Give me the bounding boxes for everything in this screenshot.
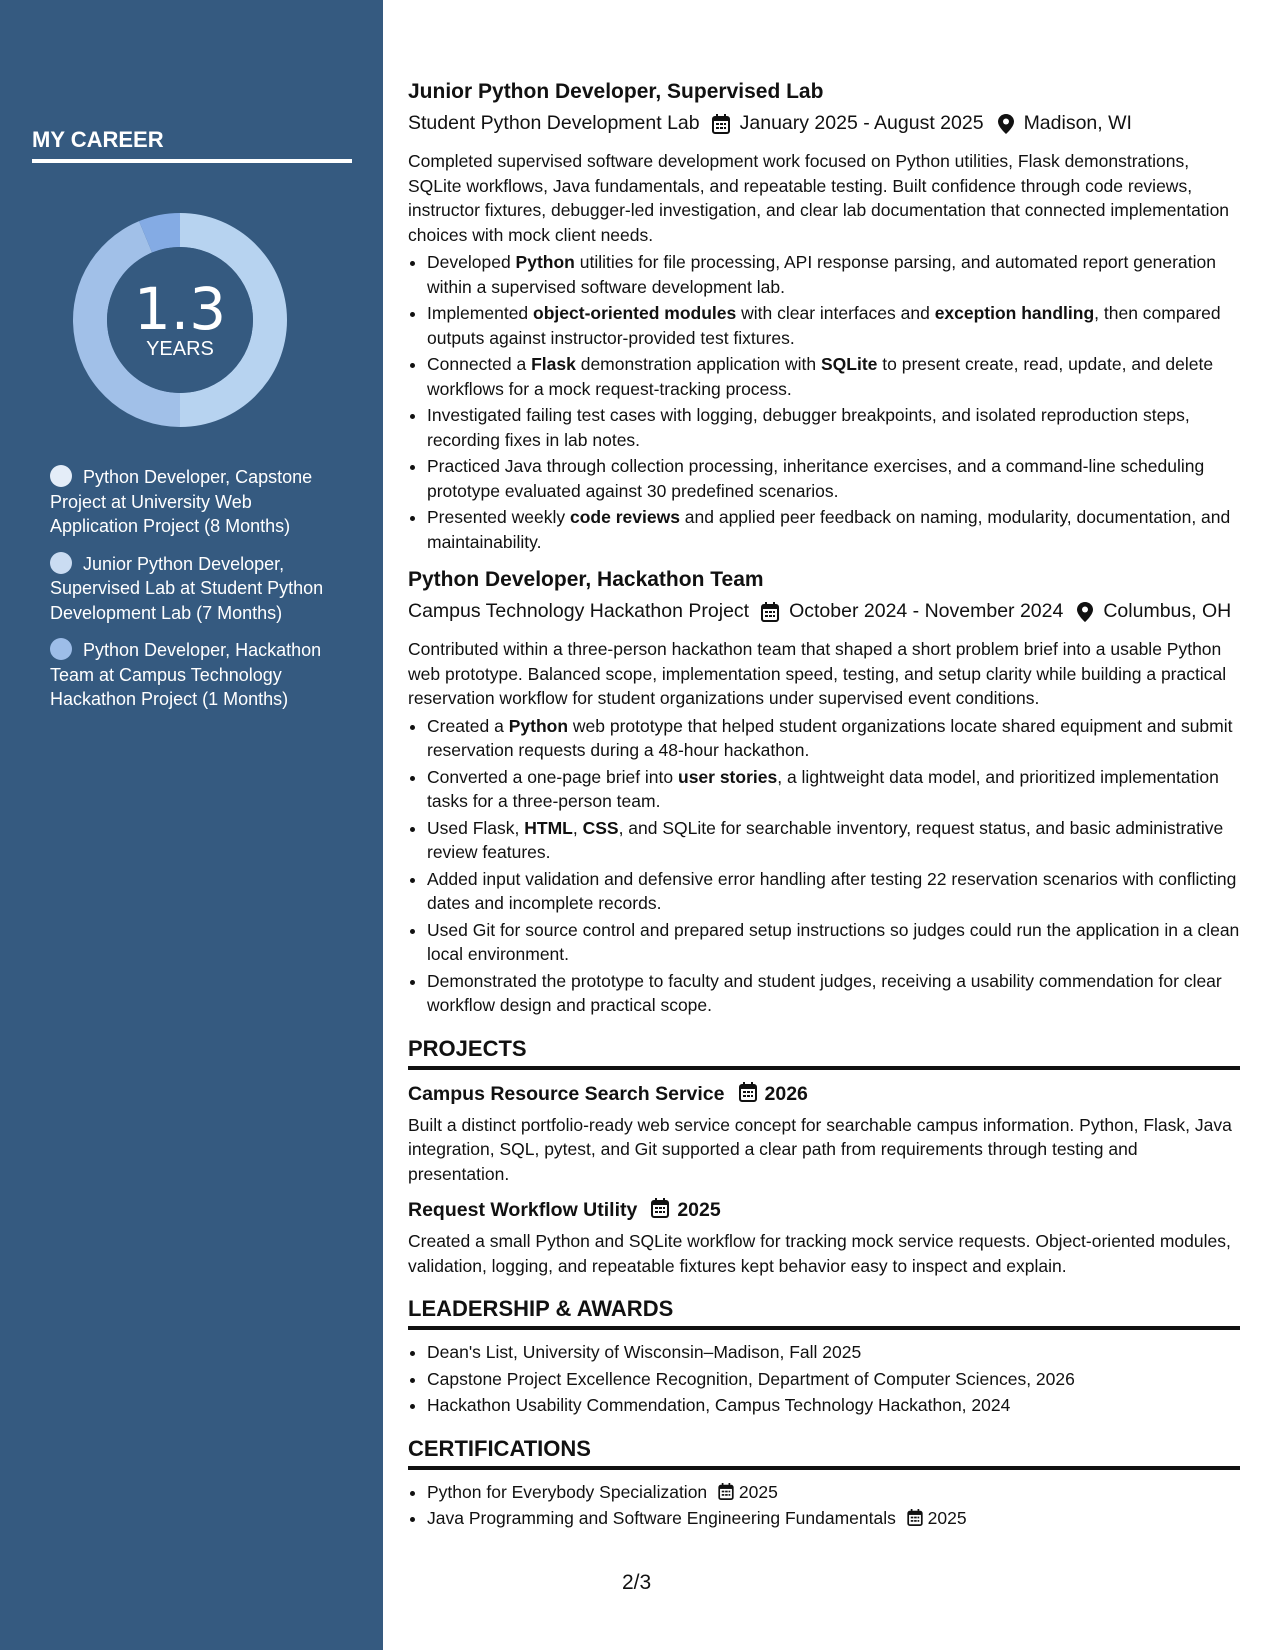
project-entry — [408, 1082, 1240, 1187]
calendar-icon — [761, 602, 779, 628]
bullet-text: and applied peer feedback on naming, modularity, documentation, and maintainability. — [427, 507, 1231, 552]
career-heading: MY CAREER — [32, 127, 352, 163]
bullet-text: demonstration application with — [575, 354, 821, 374]
career-donut-chart — [65, 205, 295, 435]
job-dates: October 2024 - November 2024 — [789, 600, 1064, 622]
bullet-item — [427, 301, 1240, 350]
project-entry — [408, 1198, 1240, 1278]
bullet-text: Connected a — [427, 354, 532, 374]
location-pin-icon — [998, 114, 1014, 140]
certification-year: 2025 — [927, 1508, 967, 1528]
job-title: Python Developer, Hackathon Team — [408, 568, 764, 591]
bullet-text: Used Git for source control and prepared setup instructions so judges could run the application in a clean local environment. — [427, 919, 1240, 964]
calendar-icon — [907, 1508, 923, 1528]
bullet-text: Developed — [427, 252, 516, 272]
job-location: Madison, WI — [1023, 112, 1132, 134]
project-title: Request Workflow Utility — [408, 1199, 638, 1221]
location-pin-icon — [1077, 602, 1093, 628]
calendar-icon — [651, 1198, 669, 1223]
certification-item — [427, 1506, 1240, 1531]
career-item — [50, 552, 330, 626]
bullet-text: Added input validation and defensive error handling after testing 22 reservation scenarios with conflicting dates and incomplete records. — [427, 868, 1237, 913]
leadership-item: • Capstone Project Excellence Recognition, Department of Computer Sciences, 2026 — [427, 1367, 1240, 1392]
bullet-text: , — [572, 817, 583, 838]
leadership-item: • Hackathon Usability Commendation, Campus Technology Hackathon, 2024 — [427, 1393, 1240, 1418]
page-number: 2/3 — [622, 1571, 652, 1594]
project-description: Built a distinct portfolio-ready web service concept for searchable campus information. Python, Flask, Java integration, SQL, pytest, and Git supported a clear path from requirements through testing and presentation. — [408, 1114, 1232, 1184]
job-entry — [408, 566, 1240, 1018]
career-item-text: Junior Python Developer, Supervised Lab at Student Python Development Lab (7 Months) — [50, 553, 324, 623]
project-title: Campus Resource Search Service — [408, 1082, 725, 1105]
projects-heading: PROJECTS — [408, 1036, 1240, 1070]
bullet-keyword: user stories — [678, 766, 778, 787]
years-label: YEARS — [146, 338, 214, 360]
bullet-keyword: SQLite — [821, 354, 878, 374]
bullet-text: Demonstrated the prototype to faculty and student judges, receiving a usability commendation for clear workflow design and practical scope. — [427, 970, 1222, 1015]
leadership-heading: LEADERSHIP & AWARDS — [408, 1296, 1240, 1330]
bullet-text: to present create, read, update, and delete workflows for a mock request-tracking process. — [427, 354, 1214, 399]
project-header — [408, 1082, 1240, 1107]
bullet-text: with clear interfaces and — [736, 303, 935, 323]
job-summary: Contributed within a three-person hackathon team that shaped a short problem brief into a usable Python web prototype. Balanced scope, implementation speed, testing, and setup clarity while building a practical reservation workflow for student organizations under supervised event conditions. — [408, 639, 1227, 708]
bullet-text: , a lightweight data model, and prioritized implementation tasks for a three-person team. — [427, 766, 1219, 811]
job-title: Junior Python Developer, Supervised Lab — [408, 80, 824, 103]
certifications-list — [408, 1480, 1240, 1531]
bullet-keyword: Python — [508, 715, 569, 736]
bullet-text: Converted a one-page brief into — [427, 766, 678, 787]
project-description: Created a small Python and SQLite workflow for tracking mock service requests. Object-oriented modules, validation, logging, and repeatable fixtures kept behavior easy to inspect and explain. — [408, 1231, 1231, 1276]
bullet-text: Presented weekly — [427, 507, 570, 527]
bullet-keyword: Python — [515, 252, 575, 272]
bullet-text: web prototype that helped student organizations locate shared equipment and submit reservation requests during a 48-hour hackathon. — [427, 715, 1233, 760]
project-year: 2025 — [677, 1199, 721, 1221]
bullet-item — [427, 714, 1240, 763]
career-item-text: Python Developer, Capstone Project at University Web Application Project (8 Months) — [50, 467, 313, 536]
bullet-item — [427, 250, 1240, 299]
career-item-text: Python Developer, Hackathon Team at Campus Technology Hackathon Project (1 Months) — [50, 640, 322, 709]
bullet-item — [427, 969, 1240, 1018]
job-summary: Completed supervised software development work focused on Python utilities, Flask demonstrations, SQLite workflows, Java fundamentals, and repeatable testing. Built confidence through code reviews, instructor fixtures, debugger-led investigation, and clear lab documentation that connected implementation choices with mock client needs. — [408, 151, 1230, 245]
bullet-item — [427, 867, 1240, 916]
certification-name: Python for Everybody Specialization — [427, 1481, 708, 1502]
bullet-dot-icon — [50, 465, 72, 487]
bullet-keyword: CSS — [582, 817, 619, 838]
bullet-item — [427, 403, 1240, 452]
bullet-text: Implemented — [427, 303, 534, 323]
certification-item — [427, 1480, 1240, 1505]
bullet-keyword: Flask — [531, 354, 576, 374]
leadership-item: • Dean's List, University of Wisconsin–Madison, Fall 2025 — [427, 1340, 1240, 1365]
bullet-item — [427, 352, 1240, 401]
leadership-list — [408, 1340, 1240, 1418]
company-name: Campus Technology Hackathon Project — [408, 600, 750, 622]
bullet-keyword: exception handling — [934, 303, 1095, 323]
certifications-heading: CERTIFICATIONS — [408, 1436, 1240, 1470]
career-list — [50, 465, 330, 725]
job-location: Columbus, OH — [1103, 600, 1232, 622]
certification-year: 2025 — [738, 1481, 778, 1502]
bullet-text: , and SQLite for searchable inventory, request status, and basic administrative review features. — [427, 817, 1224, 862]
certification-name: Java Programming and Software Engineering Fundamentals — [427, 1508, 896, 1528]
calendar-icon — [739, 1082, 757, 1107]
bullet-text: Practiced Java through collection processing, inheritance exercises, and a command-line scheduling prototype evaluated against 30 predefined scenarios. — [427, 456, 1205, 501]
bullet-item — [427, 816, 1240, 865]
bullet-item — [427, 454, 1240, 503]
resume-main — [408, 78, 1240, 1533]
bullet-text: Created a — [427, 715, 509, 736]
career-item — [50, 465, 330, 539]
calendar-icon — [712, 114, 730, 140]
project-year: 2026 — [764, 1082, 808, 1105]
job-bullets — [408, 714, 1240, 1018]
bullet-keyword: HTML — [524, 817, 573, 838]
career-sidebar — [0, 0, 383, 1650]
job-entry — [408, 78, 1240, 554]
career-item — [50, 638, 330, 712]
project-header — [408, 1198, 1240, 1223]
job-bullets — [408, 250, 1240, 554]
job-dates: January 2025 - August 2025 — [739, 112, 984, 134]
bullet-keyword: object-oriented modules — [533, 303, 737, 323]
bullet-text: Investigated failing test cases with logging, debugger breakpoints, and isolated reproduction steps, recording fixes in lab notes. — [427, 405, 1190, 450]
years-value: 1.3 — [133, 275, 227, 343]
bullet-text: utilities for file processing, API response parsing, and automated report generation within a supervised software development lab. — [427, 252, 1216, 297]
bullet-item — [427, 918, 1240, 967]
bullet-text: , then compared outputs against instructor-provided test fixtures. — [427, 303, 1221, 348]
bullet-item — [427, 765, 1240, 814]
company-name: Student Python Development Lab — [408, 112, 700, 134]
calendar-icon — [718, 1482, 734, 1502]
bullet-text: Used Flask, — [427, 817, 525, 838]
job-meta — [408, 599, 1240, 628]
job-meta — [408, 111, 1240, 140]
bullet-dot-icon — [50, 552, 72, 574]
bullet-item — [427, 505, 1240, 554]
bullet-dot-icon — [50, 638, 72, 660]
bullet-keyword: code reviews — [570, 507, 680, 527]
